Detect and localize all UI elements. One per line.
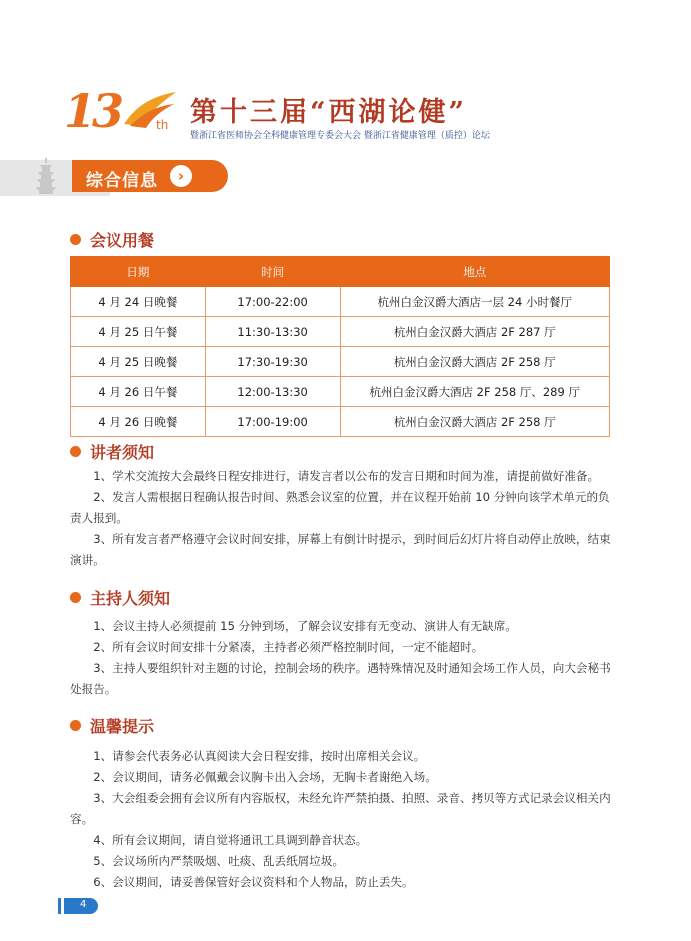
bullet-dot-icon bbox=[70, 720, 81, 731]
column-header: 地点 bbox=[340, 257, 610, 287]
logo-suffix: th bbox=[156, 118, 169, 132]
bullet-dot-icon bbox=[70, 592, 81, 603]
hosts-heading-text: 主持人须知 bbox=[90, 589, 171, 608]
bullet-dot-icon bbox=[70, 446, 81, 457]
conference-logo bbox=[64, 84, 182, 140]
list-item: 3、所有发言者严格遵守会议时间安排，屏幕上有倒计时提示，到时间后幻灯片将自动停止放映，结束演讲。 bbox=[70, 532, 611, 567]
hosts-heading bbox=[70, 586, 170, 609]
list-item: 1、学术交流按大会最终日程安排进行，请发言者以公布的发言日期和时间为准，请提前做好准备。 bbox=[93, 469, 600, 483]
meals-heading-text: 会议用餐 bbox=[90, 231, 155, 250]
logo-number: 13 bbox=[64, 84, 121, 138]
table-header-row bbox=[71, 257, 610, 287]
table-row bbox=[71, 347, 610, 377]
meals-heading bbox=[70, 228, 154, 251]
column-header: 时间 bbox=[205, 257, 340, 287]
meal-time: 17:00-19:00 bbox=[205, 407, 340, 437]
tips-heading-text: 温馨提示 bbox=[90, 717, 155, 736]
tips-notes bbox=[70, 746, 620, 893]
pagoda-icon bbox=[34, 158, 58, 194]
meal-location: 杭州白金汉爵大酒店 2F 258 厅、289 厅 bbox=[340, 377, 610, 407]
list-item: 1、会议主持人必须提前 15 分钟到场，了解会议安排有无变动、演讲人有无缺席。 bbox=[93, 619, 517, 633]
list-item: 4、所有会议期间，请自觉将通讯工具调到静音状态。 bbox=[93, 833, 368, 847]
meal-date: 4 月 26 日午餐 bbox=[71, 377, 206, 407]
table-row bbox=[71, 377, 610, 407]
meal-time: 17:30-19:30 bbox=[205, 347, 340, 377]
meal-location: 杭州白金汉爵大酒店 2F 258 厅 bbox=[340, 347, 610, 377]
speakers-notes bbox=[70, 466, 620, 571]
list-item: 3、大会组委会拥有会议所有内容版权，未经允许严禁拍摄、拍照、录音、拷贝等方式记录会议相关内容。 bbox=[70, 791, 611, 826]
meals-table bbox=[70, 256, 610, 437]
meal-time: 17:00-22:00 bbox=[205, 287, 340, 317]
list-item: 2、发言人需根据日程确认报告时间、熟悉会议室的位置，并在议程开始前 10 分钟向该学术单元的负责人报到。 bbox=[70, 490, 610, 525]
list-item: 2、会议期间，请务必佩戴会议胸卡出入会场，无胸卡者谢绝入场。 bbox=[93, 770, 437, 784]
meal-time: 11:30-13:30 bbox=[205, 317, 340, 347]
speakers-heading-text: 讲者须知 bbox=[90, 443, 155, 462]
chevron-right-icon: › bbox=[170, 165, 192, 187]
tips-heading bbox=[70, 714, 154, 737]
meal-date: 4 月 25 日晚餐 bbox=[71, 347, 206, 377]
section-title: 综合信息 bbox=[86, 171, 158, 191]
meal-location: 杭州白金汉爵大酒店一层 24 小时餐厅 bbox=[340, 287, 610, 317]
meal-date: 4 月 24 日晚餐 bbox=[71, 287, 206, 317]
page-number-tab bbox=[64, 898, 98, 914]
list-item: 6、会议期间，请妥善保管好会议资料和个人物品，防止丢失。 bbox=[93, 875, 414, 889]
hosts-notes bbox=[70, 616, 620, 700]
list-item: 2、所有会议时间安排十分紧凑，主持者必须严格控制时间，一定不能超时。 bbox=[93, 640, 484, 654]
column-header: 日期 bbox=[71, 257, 206, 287]
section-banner bbox=[72, 160, 228, 192]
logo-wing-icon bbox=[122, 88, 178, 128]
list-item: 1、请参会代表务必认真阅读大会日程安排，按时出席相关会议。 bbox=[93, 749, 426, 763]
page-subtitle: 暨浙江省医师协会全科健康管理专委会大会 暨浙江省健康管理（质控）论坛 bbox=[190, 131, 490, 141]
meal-date: 4 月 26 日晚餐 bbox=[71, 407, 206, 437]
meal-time: 12:00-13:30 bbox=[205, 377, 340, 407]
page-number: 4 bbox=[80, 899, 87, 910]
meal-location: 杭州白金汉爵大酒店 2F 287 厅 bbox=[340, 317, 610, 347]
list-item: 5、会议场所内严禁吸烟、吐痰、乱丢纸屑垃圾。 bbox=[93, 854, 345, 868]
page-tab-accent bbox=[58, 898, 61, 914]
meal-location: 杭州白金汉爵大酒店 2F 258 厅 bbox=[340, 407, 610, 437]
speakers-heading bbox=[70, 440, 154, 463]
table-row bbox=[71, 317, 610, 347]
table-row bbox=[71, 407, 610, 437]
page-title: 第十三届“西湖论健” bbox=[190, 97, 468, 128]
table-row bbox=[71, 287, 610, 317]
meal-date: 4 月 25 日午餐 bbox=[71, 317, 206, 347]
bullet-dot-icon bbox=[70, 234, 81, 245]
list-item: 3、主持人要组织针对主题的讨论，控制会场的秩序。遇特殊情况及时通知会场工作人员，向大会秘书处报告。 bbox=[70, 661, 611, 696]
